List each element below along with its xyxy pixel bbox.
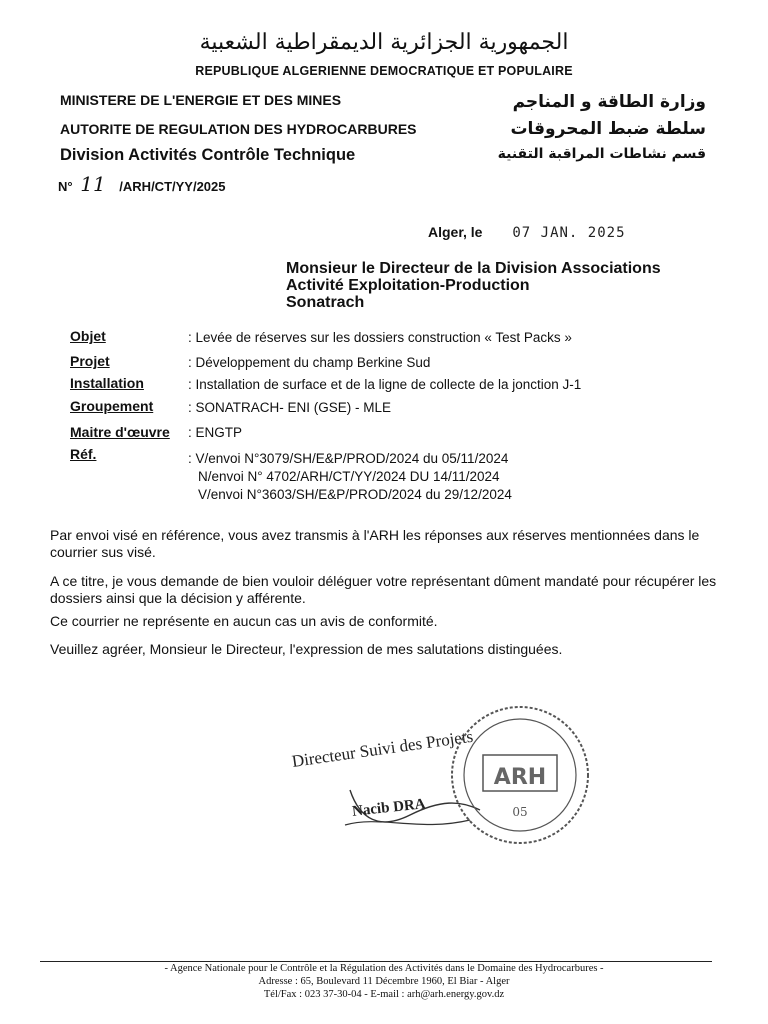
ref-value-projet: : Développement du champ Berkine Sud: [188, 355, 431, 370]
official-stamp: [445, 700, 595, 850]
stamp-number: 05: [512, 805, 528, 819]
ministry-name: MINISTERE DE L'ENERGIE ET DES MINES: [60, 92, 342, 108]
ref-label-groupement: Groupement: [70, 398, 154, 414]
ref-value-objet: : Levée de réserves sur les dossiers construction « Test Packs »: [188, 330, 572, 345]
ref-value-ref-1: : V/envoi N°3079/SH/E&P/PROD/2024 du 05/11/2024: [188, 451, 509, 466]
stamp-center-text: ARH: [493, 765, 547, 790]
arabic-republic-title: الجمهورية الجزائرية الديمقراطية الشعبية: [199, 30, 569, 55]
signatory-name: Nacib DRA: [351, 796, 427, 820]
footer-line-3: Tél/Fax : 023 37-30-04 - E-mail : arh@arh.energy.gov.dz: [263, 989, 505, 1000]
body-paragraph-2: A ce titre, je vous demande de bien vouloir déléguer votre représentant dûment mandaté pour récupérer les dossiers ainsi que la décision y afférente.: [50, 573, 717, 606]
number-prefix: N°: [58, 179, 73, 194]
authority-name-arabic: سلطة ضبط المحروقات: [510, 119, 706, 139]
ref-label-installation: Installation: [70, 375, 144, 391]
footer-line-2: Adresse : 65, Boulevard 11 Décembre 1960, El Biar - Alger: [258, 976, 510, 987]
ref-label-ref: Réf.: [70, 446, 97, 462]
ref-label-objet: Objet: [70, 328, 106, 344]
body-paragraph-4: Veuillez agréer, Monsieur le Directeur, l'expression de mes salutations distinguées.: [50, 641, 563, 657]
republic-title: REPUBLIQUE ALGERIENNE DEMOCRATIQUE ET POPULAIRE: [195, 64, 573, 78]
body-paragraph-3: Ce courrier ne représente en aucun cas un avis de conformité.: [50, 613, 438, 629]
date-label: Alger, le: [428, 224, 483, 240]
ref-value-groupement: : SONATRACH- ENI (GSE) - MLE: [188, 400, 392, 415]
ref-value-installation: : Installation de surface et de la ligne de collecte de la jonction J-1: [188, 377, 582, 392]
number-reference: /ARH/CT/YY/2025: [119, 179, 226, 194]
ministry-name-arabic: وزارة الطاقة و المناجم: [512, 92, 706, 112]
ref-value-ref-3: V/envoi N°3603/SH/E&P/PROD/2024 du 29/12/2024: [198, 487, 512, 502]
ref-label-projet: Projet: [70, 353, 110, 369]
division-name: Division Activités Contrôle Technique: [60, 146, 356, 164]
date-stamp: 07 JAN. 2025: [512, 225, 626, 241]
ref-value-maitre-oeuvre: : ENGTP: [188, 425, 243, 440]
division-name-arabic: قسم نشاطات المراقبة التقنية: [497, 146, 706, 162]
recipient-line-3: Sonatrach: [286, 294, 365, 311]
signatory-title: Directeur Suivi des Projets: [290, 726, 475, 771]
footer-divider: [40, 961, 712, 962]
handwritten-number: 11: [80, 172, 106, 196]
date-line: [428, 224, 626, 241]
recipient-block: [286, 260, 661, 311]
body-paragraph-1: Par envoi visé en référence, vous avez transmis à l'ARH les réponses aux réserves mentionnées dans le courrier sus visé.: [50, 527, 700, 560]
ref-value-ref-2: N/envoi N° 4702/ARH/CT/YY/2024 DU 14/11/2024: [198, 469, 500, 484]
authority-name: AUTORITE DE REGULATION DES HYDROCARBURES: [60, 121, 417, 137]
recipient-line-1: Monsieur le Directeur de la Division Associations: [286, 260, 661, 277]
ref-label-maitre-oeuvre: Maitre d'œuvre: [70, 424, 170, 440]
document-number: [58, 172, 226, 196]
recipient-line-2: Activité Exploitation-Production: [286, 277, 530, 294]
footer-line-1: - Agence Nationale pour le Contrôle et la Régulation des Activités dans le Domaine des Hydrocarbures -: [164, 963, 604, 974]
